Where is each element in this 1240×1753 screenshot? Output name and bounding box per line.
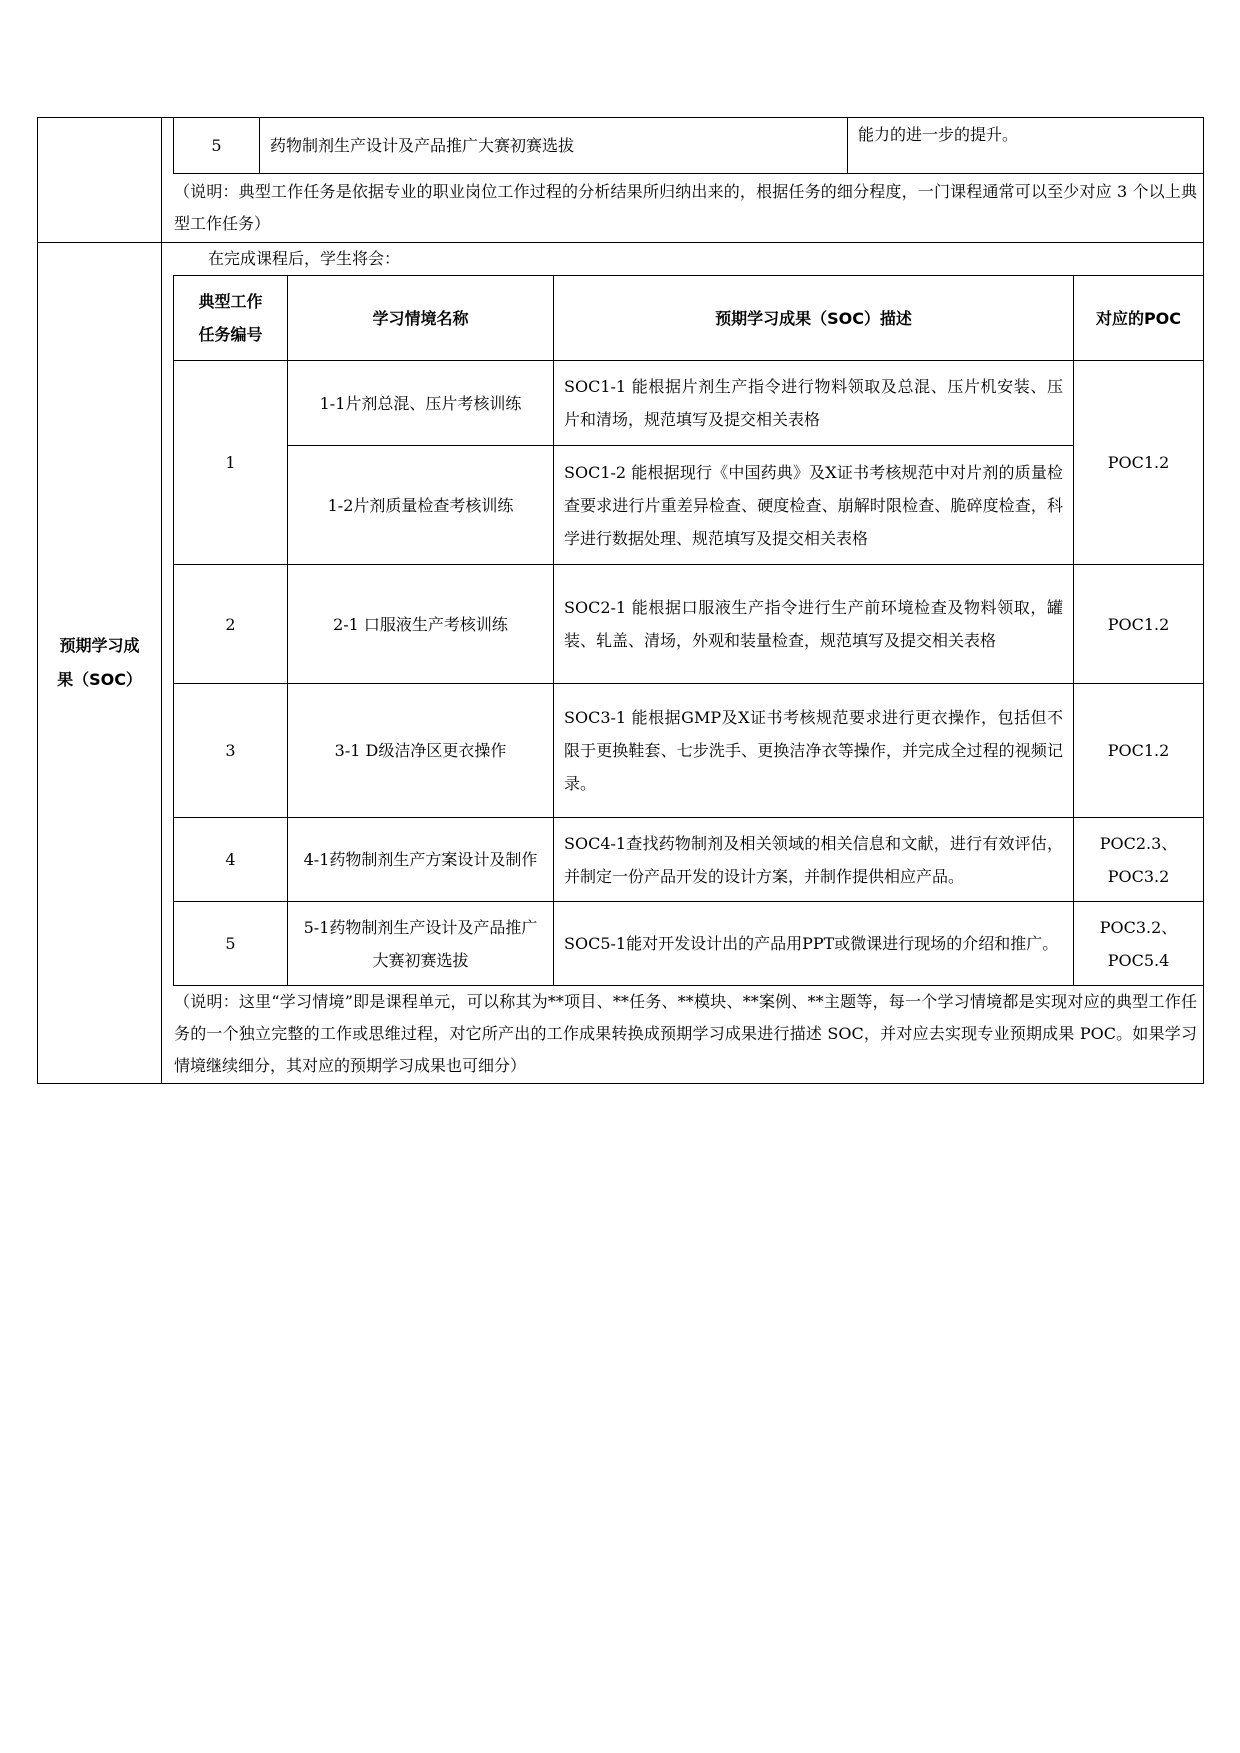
typical-task-explanation: （说明：典型工作任务是依据专业的职业岗位工作过程的分析结果所归纳出来的，根据任务的细分程度，一门课程通常可以至少对应 3 个以上典型工作任务）: [174, 182, 1197, 233]
task-number: 4: [174, 818, 288, 902]
soc-description: SOC2-1 能根据口服液生产指令进行生产前环境检查及物料领取，罐装、轧盖、清场，外观和装量检查，规范填写及提交相关表格: [554, 565, 1074, 684]
header-context: 学习情境名称: [288, 276, 554, 361]
table-row: [174, 361, 1204, 446]
soc-description: SOC1-2 能根据现行《中国药典》及X证书考核规范中对片剂的质量检查要求进行片重差异检查、硬度检查、崩解时限检查、脆碎度检查，科学进行数据处理、规范填写及提交相关表格: [554, 446, 1074, 565]
typical-task-label-cell: [38, 118, 162, 243]
soc-description: SOC3-1 能根据GMP及X证书考核规范要求进行更衣操作，包括但不限于更换鞋套、七步洗手、更换洁净衣等操作，并完成全过程的视频记录。: [554, 684, 1074, 818]
soc-label-cell: [38, 243, 162, 1084]
context-name: 1-2片剂质量检查考核训练: [288, 446, 554, 565]
context-name: 4-1药物制剂生产方案设计及制作: [288, 818, 554, 902]
context-name: 3-1 D级洁净区更衣操作: [288, 684, 554, 818]
task-number: 2: [174, 565, 288, 684]
table-row: [174, 446, 1204, 565]
soc-table-header: [174, 276, 1204, 361]
typical-task-section: [38, 118, 1204, 243]
poc-value: POC2.3、POC3.2: [1074, 818, 1204, 902]
task-number: 5: [174, 902, 288, 986]
soc-label-line2: 果（SOC）: [57, 670, 142, 689]
header-soc: 预期学习成果（SOC）描述: [554, 276, 1074, 361]
soc-intro: 在完成课程后，学生将会：: [208, 249, 401, 268]
poc-value: POC1.2: [1074, 684, 1204, 818]
context-name: 5-1药物制剂生产设计及产品推广大赛初赛选拔: [288, 902, 554, 986]
table-row: [174, 684, 1204, 818]
soc-explanation: （说明：这里“学习情境”即是课程单元，可以称其为**项目、**任务、**模块、**案例、**主题等，每一个学习情境都是实现对应的典型工作任务的一个独立完整的工作或思维过程，对它所产出的工作成果转换成预期学习成果进行描述 SOC，并对应去实现专业预期成果 POC。如果学习情境继续细分，其对应的预期学习成果也可细分）: [174, 992, 1197, 1075]
soc-label-line1: 预期学习成: [59, 636, 140, 655]
header-task-number-line2: 任务编号: [198, 325, 263, 344]
typical-task-content-cell: [162, 118, 1204, 243]
poc-value: POC1.2: [1074, 361, 1204, 565]
poc-value: POC3.2、POC5.4: [1074, 902, 1204, 986]
task-name: 药物制剂生产设计及产品推广大赛初赛选拔: [260, 118, 848, 174]
soc-description: SOC4-1查找药物制剂及相关领域的相关信息和文献，进行有效评估，并制定一份产品开发的设计方案，并制作提供相应产品。: [554, 818, 1074, 902]
table-row: [174, 902, 1204, 986]
soc-table: [173, 275, 1204, 986]
header-poc: 对应的POC: [1074, 276, 1204, 361]
context-name: 1-1片剂总混、压片考核训练: [288, 361, 554, 446]
table-row: [174, 818, 1204, 902]
context-name: 2-1 口服液生产考核训练: [288, 565, 554, 684]
table-row: [174, 565, 1204, 684]
task-number: 5: [174, 118, 260, 174]
header-task-number: [174, 276, 288, 361]
task-number: 3: [174, 684, 288, 818]
poc-value: POC1.2: [1074, 565, 1204, 684]
soc-description: SOC5-1能对开发设计出的产品用PPT或微课进行现场的介绍和推广。: [554, 902, 1074, 986]
task-number: 1: [174, 361, 288, 565]
soc-content-cell: [162, 243, 1204, 1084]
course-outcome-table: [37, 117, 1204, 1084]
table-row: [174, 118, 1204, 174]
soc-section: [38, 243, 1204, 1084]
task-note: 能力的进一步的提升。: [848, 118, 1204, 174]
soc-description: SOC1-1 能根据片剂生产指令进行物料领取及总混、压片机安装、压片和清场，规范填写及提交相关表格: [554, 361, 1074, 446]
header-task-number-line1: 典型工作: [198, 292, 263, 311]
typical-task-table: [173, 117, 1204, 174]
